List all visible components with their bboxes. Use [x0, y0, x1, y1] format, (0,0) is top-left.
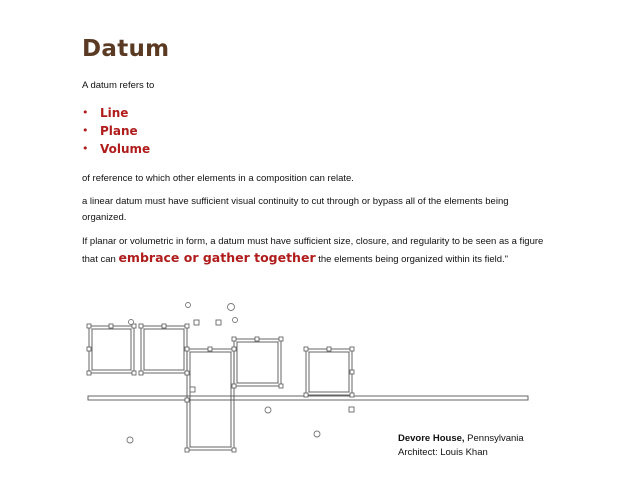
emphasis-text: embrace or gather together [118, 249, 316, 265]
plan-square [89, 326, 134, 373]
plan-square-inner [144, 329, 184, 370]
figure-caption [398, 432, 524, 460]
tree-marker [314, 431, 320, 437]
bullet-label: Line [100, 106, 129, 120]
paragraph-text-end: the elements being organized within its field." [315, 253, 509, 265]
column-marker [349, 407, 354, 412]
paragraph-text: If planar or volumetric in form, a datum must have sufficient size, closure, and regularity to be seen as a figure that can [82, 236, 544, 265]
tree-marker [127, 437, 133, 443]
intro-text: A datum refers to [82, 80, 155, 91]
plan-square-inner [309, 352, 349, 392]
paragraph-linear-datum: a linear datum must have sufficient visual continuity to cut through or bypass all of the elements being organized. [82, 196, 509, 223]
tree-marker [233, 318, 238, 323]
paragraph-reference: of reference to which other elements in a composition can relate. [82, 173, 354, 184]
bullet-label: Plane [100, 124, 138, 138]
tree-marker [228, 304, 235, 311]
bullet-dot-icon: • [82, 124, 89, 137]
caption-location: Pennsylvania [464, 433, 524, 444]
bullet-dot-icon: • [82, 106, 89, 119]
tree-marker [265, 407, 271, 413]
plan-square [234, 339, 281, 386]
plan-square-inner [190, 352, 231, 447]
plan-square [306, 349, 352, 395]
column-marker [194, 320, 199, 325]
tree-marker [129, 320, 134, 325]
slide-title: Datum [82, 36, 170, 62]
caption-title [398, 432, 524, 446]
bullet-label: Volume [100, 142, 151, 156]
bullet-dot-icon: • [82, 142, 89, 155]
plan-square [141, 326, 187, 373]
plan-square-inner [92, 329, 131, 370]
column-marker [190, 387, 195, 392]
column-marker [216, 320, 221, 325]
caption-building: Devore House, [398, 433, 465, 444]
caption-architect: Architect: Louis Khan [398, 447, 488, 458]
plan-square [187, 349, 234, 450]
tree-marker [186, 303, 191, 308]
plan-square-inner [237, 342, 278, 383]
